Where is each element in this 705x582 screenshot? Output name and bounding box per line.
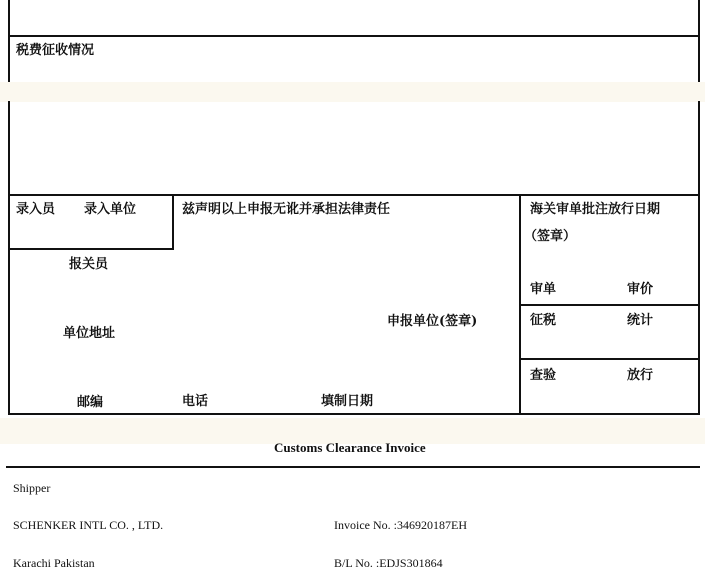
tax-section-title: 税费征收情况	[16, 43, 95, 58]
divider	[519, 358, 700, 360]
bl-number: B/L No. :EDJS301864	[334, 556, 443, 570]
review-label: 审单	[530, 282, 557, 297]
unit-address-label: 单位地址	[63, 326, 116, 341]
declaration-statement: 兹声明以上申报无讹并承担法律责任	[182, 202, 391, 217]
shipper-city: Karachi Pakistan	[13, 556, 95, 570]
phone-label: 电话	[182, 394, 209, 409]
tax-section	[8, 35, 700, 83]
top-row-box	[8, 0, 700, 37]
declarant-label: 报关员	[69, 257, 109, 272]
invoice-rule	[6, 466, 700, 468]
entry-clerk-label: 录入员	[16, 202, 56, 217]
tax-section-continued	[8, 101, 700, 196]
customs-approval-label: 海关审单批注放行日期	[530, 202, 661, 217]
divider	[8, 248, 174, 250]
entry-unit-label: 录入单位	[84, 202, 137, 217]
inspection-label: 查验	[530, 368, 557, 383]
shipper-name: SCHENKER INTL CO. , LTD.	[13, 518, 164, 532]
postcode-label: 邮编	[77, 395, 104, 410]
scan-band	[0, 82, 705, 102]
tax-levy-label: 征税	[530, 313, 557, 328]
seal-label: （签章）	[524, 229, 577, 244]
shipper-label: Shipper	[13, 481, 51, 495]
statistics-label: 统计	[627, 313, 654, 328]
fill-date-label: 填制日期	[321, 394, 374, 409]
divider	[172, 194, 174, 250]
price-review-label: 审价	[627, 282, 654, 297]
release-label: 放行	[627, 368, 654, 383]
invoice-title: Customs Clearance Invoice	[274, 440, 426, 455]
divider	[519, 304, 700, 306]
declaring-unit-label: 申报单位(签章)	[387, 314, 478, 329]
invoice-number: Invoice No. :346920187EH	[334, 518, 467, 532]
